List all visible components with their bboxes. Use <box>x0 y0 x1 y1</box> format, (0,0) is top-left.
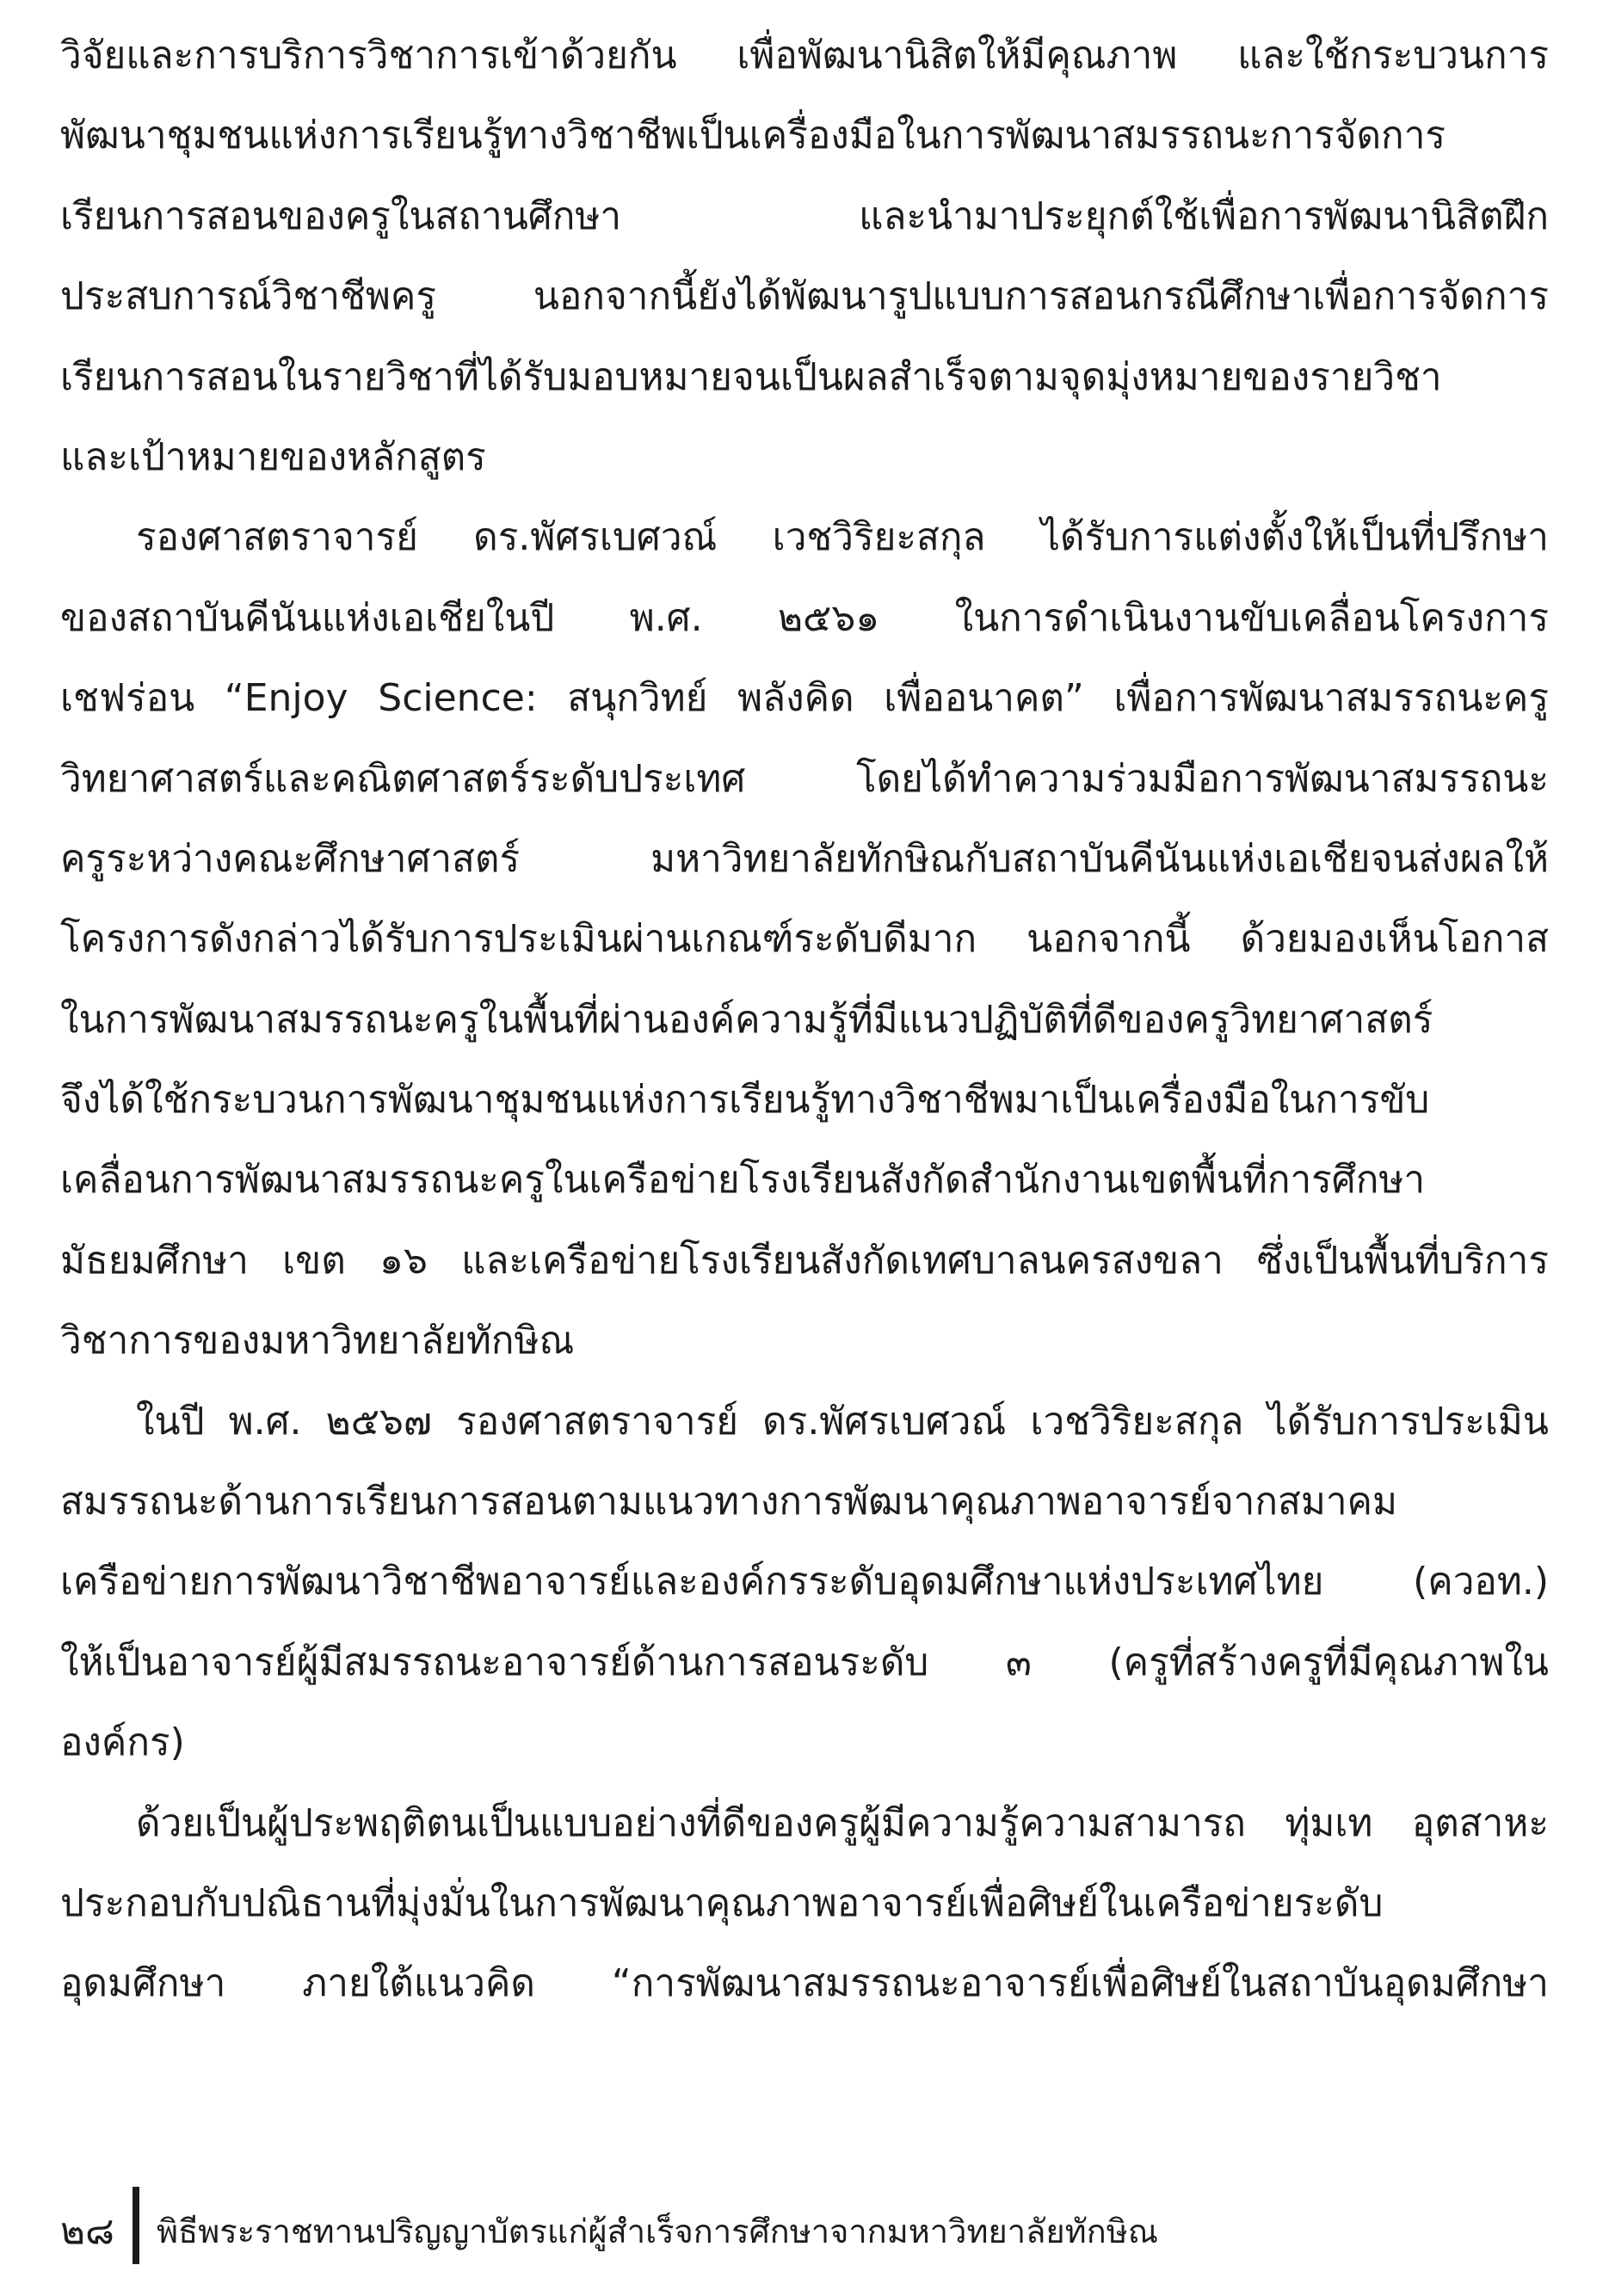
text-line: โครงการดังกล่าวได้รับการประเมินผ่านเกณฑ์ระดับดีมาก นอกจากนี้ ด้วยมองเห็นโอกาส <box>60 917 1549 962</box>
text-line: ในปี พ.ศ. ๒๕๖๗ รองศาสตราจารย์ ดร.พัศรเบศวณ์ เวชวิริยะสกุล ได้รับการประเมิน <box>136 1399 1549 1443</box>
page-number: ๒๘ <box>60 2209 114 2253</box>
text-line: ครูระหว่างคณะศึกษาศาสตร์ มหาวิทยาลัยทักษิณกับสถาบันคีนันแห่งเอเชียจนส่งผลให้ <box>60 836 1549 881</box>
text-line: วิชาการของมหาวิทยาลัยทักษิณ <box>60 1319 575 1363</box>
text-line: พัฒนาชุมชนแห่งการเรียนรู้ทางวิชาชีพเป็นเครื่องมือในการพัฒนาสมรรถนะการจัดการ <box>60 114 1446 158</box>
footer-divider <box>133 2187 139 2264</box>
paragraph-3 <box>60 1382 1549 1783</box>
paragraph-1 <box>60 15 1549 497</box>
paragraph-2 <box>60 497 1549 1381</box>
text-line: และเป้าหมายของหลักสูตร <box>60 434 486 479</box>
text-line: เชฟร่อน “Enjoy Science: สนุกวิทย์ พลังคิด เพื่ออนาคต” เพื่อการพัฒนาสมรรถนะครู <box>60 676 1549 721</box>
text-line: เครือข่ายการพัฒนาวิชาชีพอาจารย์และองค์กรระดับอุดมศึกษาแห่งประเทศไทย (ควอท.) <box>60 1560 1549 1604</box>
page-body <box>60 15 1549 2024</box>
text-line: ให้เป็นอาจารย์ผู้มีสมรรถนะอาจารย์ด้านการสอนระดับ ๓ (ครูที่สร้างครูที่มีคุณภาพใน <box>60 1640 1549 1684</box>
text-line: เคลื่อนการพัฒนาสมรรถนะครูในเครือข่ายโรงเรียนสังกัดสำนักงานเขตพื้นที่การศึกษา <box>60 1158 1426 1203</box>
text-line: วิทยาศาสตร์และคณิตศาสตร์ระดับประเทศ โดยได้ทำความร่วมมือการพัฒนาสมรรถนะ <box>60 756 1549 801</box>
text-line: ด้วยเป็นผู้ประพฤติตนเป็นแบบอย่างที่ดีของครูผู้มีความรู้ความสามารถ ทุ่มเท อุตสาหะ <box>136 1800 1549 1845</box>
text-line: ในการพัฒนาสมรรถนะครูในพื้นที่ผ่านองค์ความรู้ที่มีแนวปฏิบัติที่ดีของครูวิทยาศาสตร์ <box>60 997 1433 1042</box>
text-line: เรียนการสอนของครูในสถานศึกษา และนำมาประยุกต์ใช้เพื่อการพัฒนานิสิตฝึก <box>60 194 1549 238</box>
text-line: จึงได้ใช้กระบวนการพัฒนาชุมชนแห่งการเรียนรู้ทางวิชาชีพมาเป็นเครื่องมือในการขับ <box>60 1078 1430 1123</box>
footer-title: พิธีพระราชทานปริญญาบัตรแก่ผู้สำเร็จการศึกษาจากมหาวิทยาลัยทักษิณ <box>157 2213 1159 2250</box>
text-line: อุดมศึกษา ภายใต้แนวคิด “การพัฒนาสมรรถนะอาจารย์เพื่อศิษย์ในสถาบันอุดมศึกษา <box>60 1961 1549 2006</box>
paragraph-4 <box>60 1783 1549 2024</box>
text-line: ประสบการณ์วิชาชีพครู นอกจากนี้ยังได้พัฒนารูปแบบการสอนกรณีศึกษาเพื่อการจัดการ <box>60 274 1549 319</box>
text-line: ประกอบกับปณิธานที่มุ่งมั่นในการพัฒนาคุณภาพอาจารย์เพื่อศิษย์ในเครือข่ายระดับ <box>60 1881 1384 1925</box>
text-line: วิจัยและการบริการวิชาการเข้าด้วยกัน เพื่อพัฒนานิสิตให้มีคุณภาพ และใช้กระบวนการ <box>60 34 1549 77</box>
text-line: มัธยมศึกษา เขต ๑๖ และเครือข่ายโรงเรียนสังกัดเทศบาลนครสงขลา ซึ่งเป็นพื้นที่บริการ <box>60 1238 1549 1283</box>
text-line: เรียนการสอนในรายวิชาที่ได้รับมอบหมายจนเป็นผลสำเร็จตามจุดมุ่งหมายของรายวิชา <box>60 354 1442 399</box>
text-line: สมรรถนะด้านการเรียนการสอนตามแนวทางการพัฒนาคุณภาพอาจารย์จากสมาคม <box>60 1480 1397 1524</box>
text-line: ของสถาบันคีนันแห่งเอเชียในปี พ.ศ. ๒๕๖๑ ในการดำเนินงานขับเคลื่อนโครงการ <box>60 595 1549 640</box>
text-line: องค์กร) <box>60 1720 185 1765</box>
text-line: รองศาสตราจารย์ ดร.พัศรเบศวณ์ เวชวิริยะสกุล ได้รับการแต่งตั้งให้เป็นที่ปรึกษา <box>136 515 1549 560</box>
page-footer <box>60 2187 1549 2264</box>
